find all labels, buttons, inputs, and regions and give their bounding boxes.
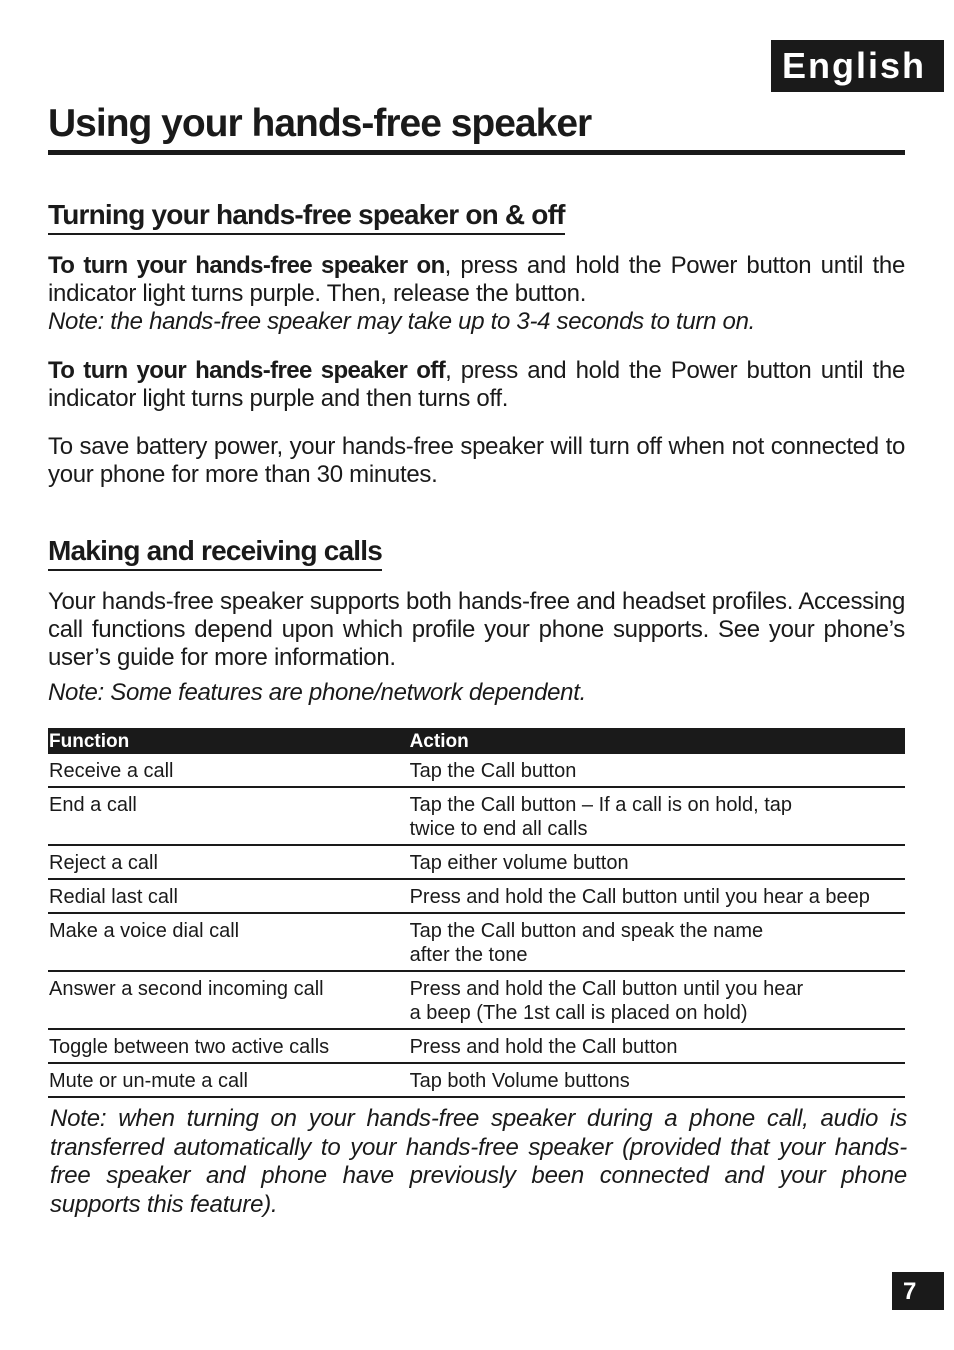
table-header	[48, 728, 905, 754]
header-function: Function	[49, 731, 130, 752]
turn-on-note: Note: the hands-free speaker may take up to 3-4 seconds to turn on.	[48, 308, 755, 335]
turn-off-paragraph	[48, 357, 905, 413]
language-tab: English	[771, 40, 944, 92]
table-row	[48, 912, 905, 970]
table-row	[48, 878, 905, 912]
function-cell: Answer a second incoming call	[49, 978, 324, 1000]
action-cell: Tap either volume button	[409, 852, 629, 874]
turn-on-lead: To turn your hands-free speaker on	[48, 252, 445, 279]
table-row	[48, 1028, 905, 1062]
action-cell: Tap both Volume buttons	[409, 1070, 630, 1092]
function-cell: Mute or un-mute a call	[49, 1070, 248, 1092]
function-cell: Toggle between two active calls	[49, 1036, 330, 1058]
function-cell: Receive a call	[49, 760, 174, 782]
calls-note	[48, 679, 905, 707]
header-action: Action	[409, 731, 469, 752]
battery-paragraph: To save battery power, your hands-free speaker will turn off when not connected to your phone for more than 30 minutes.	[48, 433, 905, 488]
table-row	[48, 1062, 905, 1096]
table-row	[48, 970, 905, 1028]
section-heading-calls: Making and receiving calls	[48, 534, 382, 571]
calls-intro-paragraph: Your hands-free speaker supports both hands-free and headset profiles. Accessing call functions depend upon which profile your phone supports. See your phone’s user’s guide for more information.	[48, 588, 905, 671]
action-cell: Press and hold the Call button	[409, 1036, 678, 1058]
function-cell: Redial last call	[49, 886, 178, 908]
action-cell: Press and hold the Call button until you hear a beep (The 1st call is placed on hold)	[409, 978, 804, 1024]
bottom-note: Note: when turning on your hands-free speaker during a phone call, audio is transferred automatically to your hands-free speaker (provided that your hands-free speaker and phone have previously been connected and your phone supports this feature).	[50, 1105, 907, 1218]
table-row	[48, 786, 905, 844]
turn-on-text: , press and hold the Power button until the indicator light turns purple. Then, release the button.	[48, 252, 905, 307]
action-cell: Tap the Call button – If a call is on hold, tap twice to end all calls	[409, 794, 793, 840]
table-row	[48, 754, 905, 786]
action-cell: Press and hold the Call button until you hear a beep	[409, 886, 870, 908]
function-cell: Make a voice dial call	[49, 920, 240, 942]
function-cell: End a call	[49, 794, 137, 816]
section-heading-on-off: Turning your hands-free speaker on & off	[48, 198, 565, 235]
turn-off-lead: To turn your hands-free speaker off	[48, 357, 446, 384]
action-cell: Tap the Call button and speak the name after the tone	[409, 920, 764, 966]
page-title: Using your hands-free speaker	[48, 98, 905, 155]
page-number: 7	[892, 1272, 944, 1310]
table-row	[48, 844, 905, 878]
calls-note-text: Note: Some features are phone/network dependent.	[48, 679, 586, 706]
turn-off-text: , press and hold the Power button until the indicator light turns purple and then turns off.	[48, 357, 905, 412]
function-cell: Reject a call	[49, 852, 158, 874]
action-cell: Tap the Call button	[409, 760, 577, 782]
turn-on-paragraph	[48, 252, 905, 336]
call-functions-table	[48, 728, 905, 1098]
